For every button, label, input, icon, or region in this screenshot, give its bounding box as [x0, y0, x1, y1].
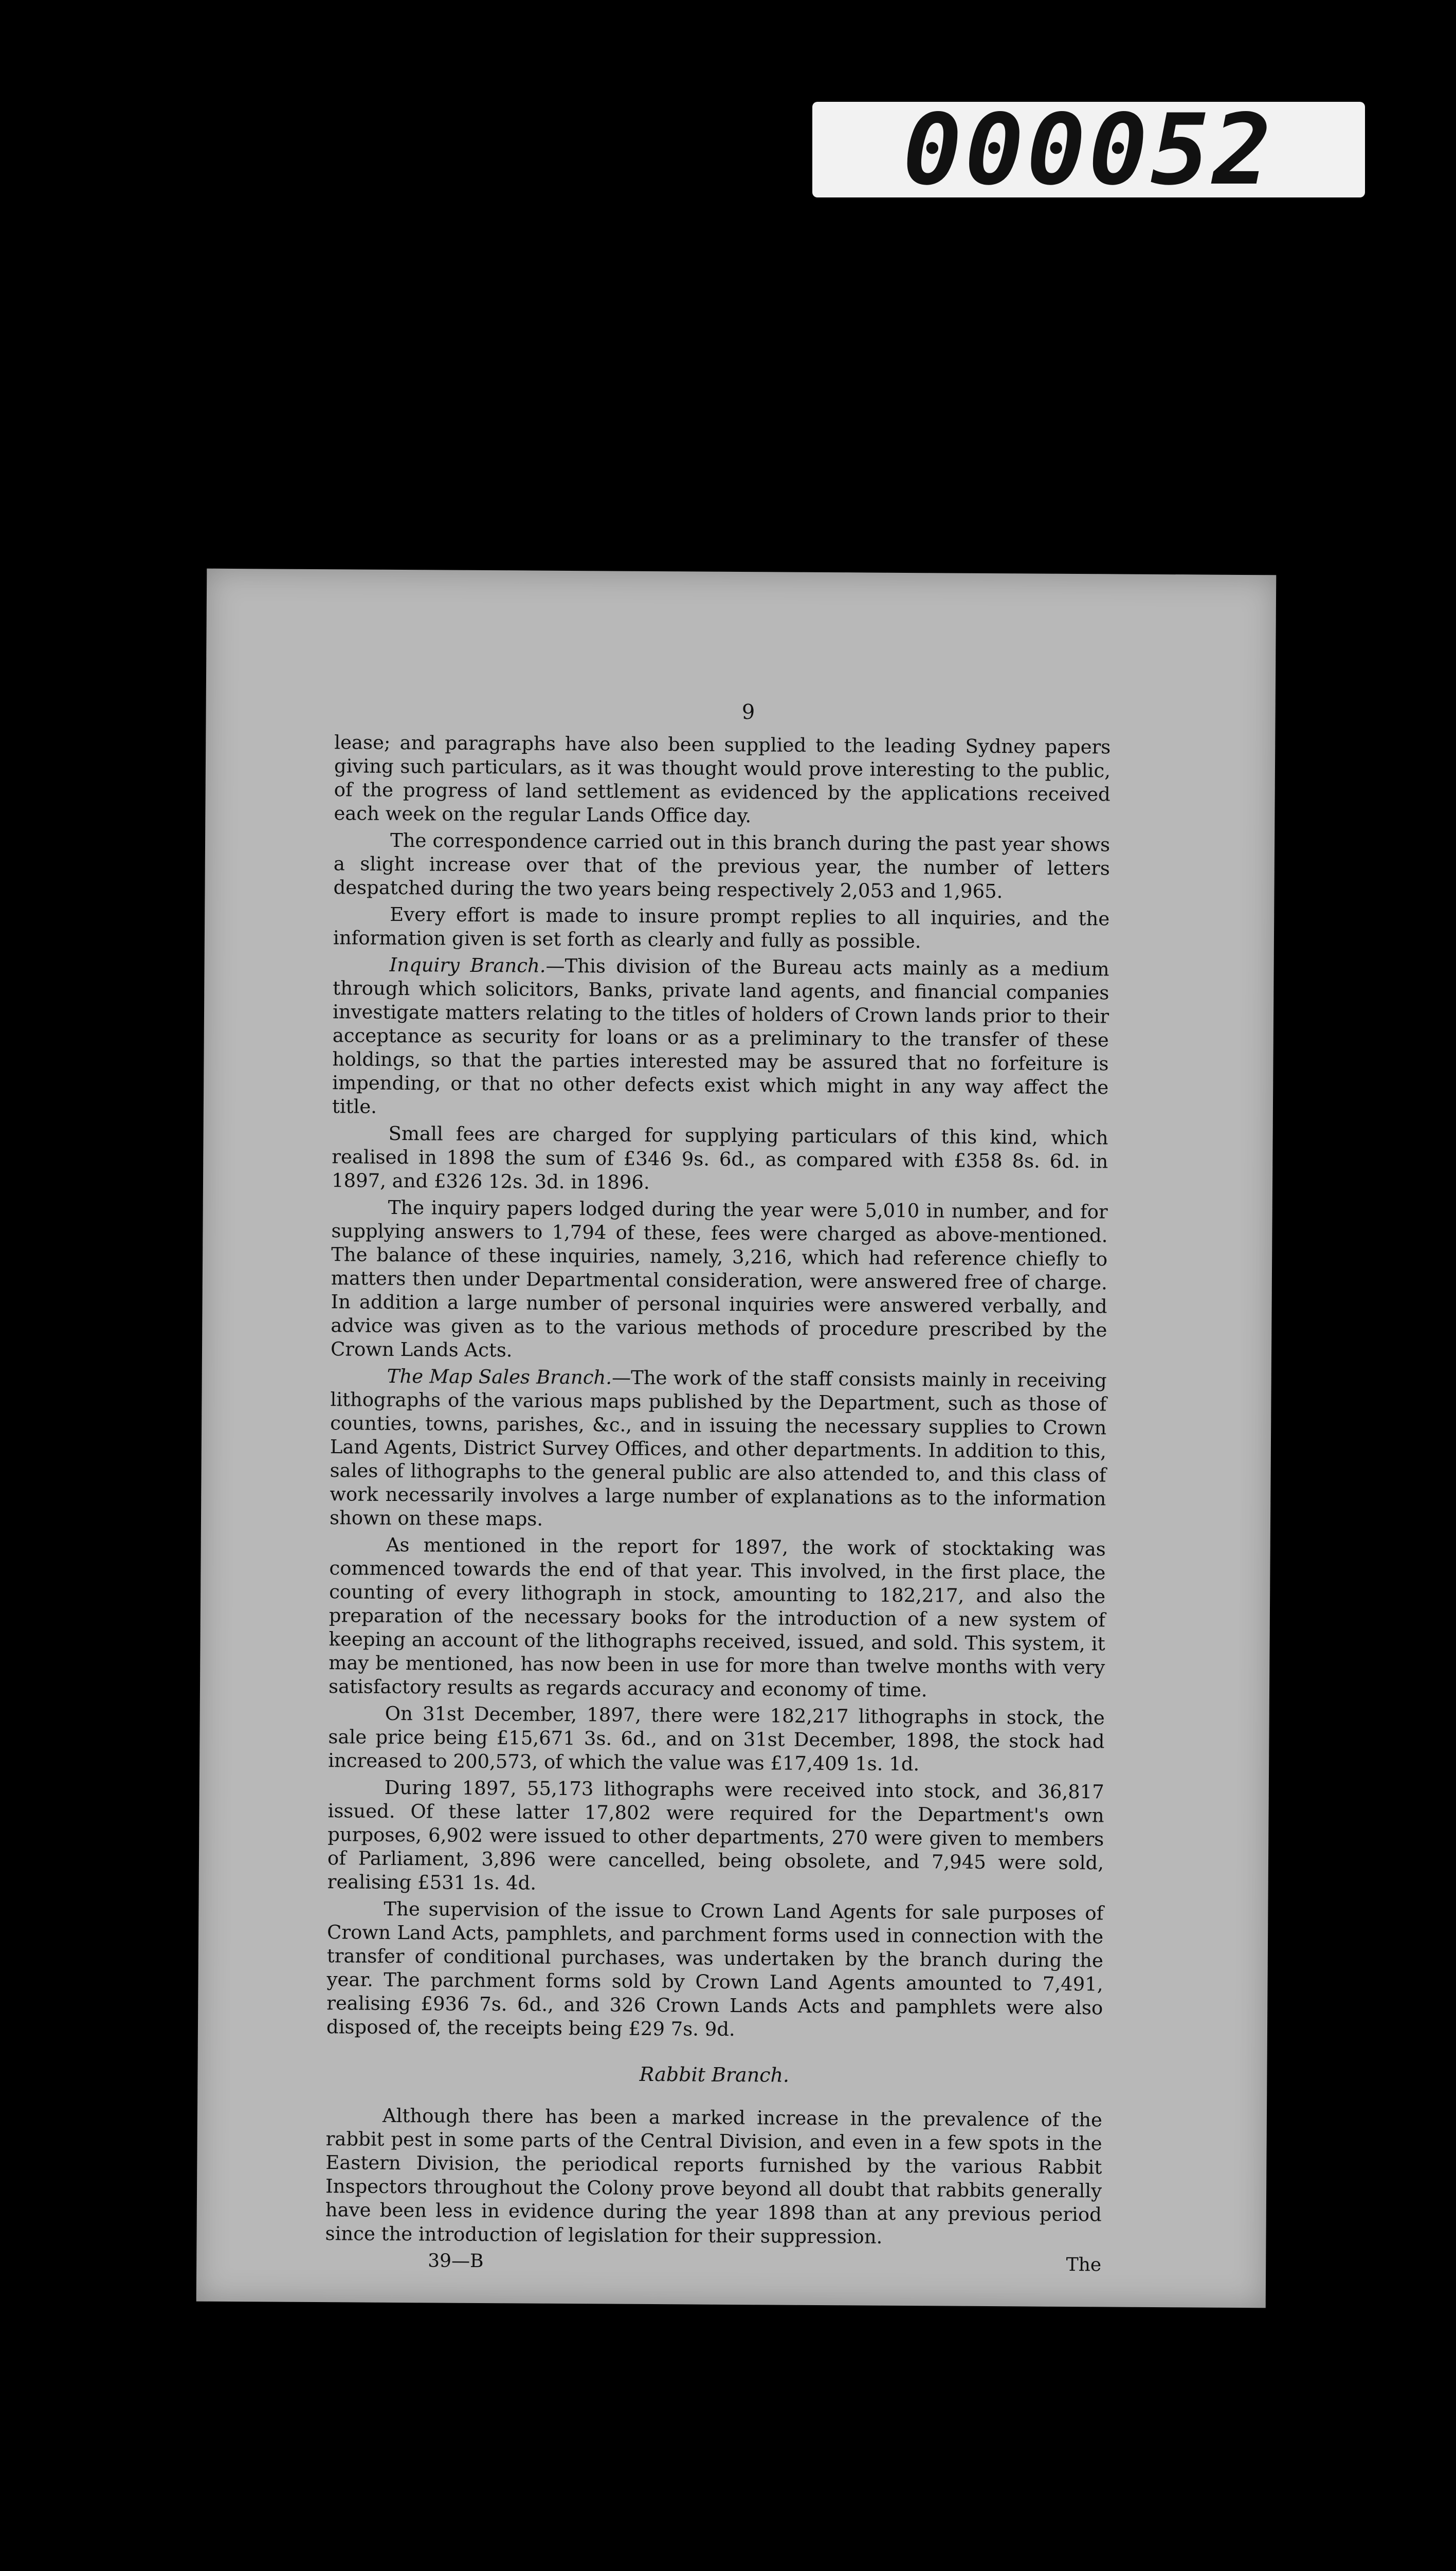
inquiry-branch-paragraph — [332, 953, 1109, 1123]
rabbit-branch-paragraph: Although there has been a marked increase in the prevalence of the rabbit pest in some parts of the Central Division, and even in a few spots in the Eastern Division, the periodical reports furnished by the various Rabbit Inspectors throughout the Colony prove beyond all doubt that rabbits generally have been less in evidence during the year 1898 than at any previous period since the introduction of legislation for their suppression. — [325, 2104, 1103, 2248]
page-text-body — [325, 698, 1111, 2277]
paragraph: On 31st December, 1897, there were 182,217 lithographs in stock, the sale price being £15,671 3s. 6d., and on 31st December, 1898, the stock had increased to 200,573, of which the value was £17,409 1s. 1d. — [328, 1702, 1105, 1776]
inquiry-branch-text: —This division of the Bureau acts mainly as a medium through which solicitors, Banks, private land agents, and financial companies investigate matters relating to the titles of holders of Crown lands prior to their acceptance as security for loans or as a preliminary to the transfer of these holdings, so that the parties interested may be assured that no forfeiture is impending, or that no other defects exist which might in any way affect the title. — [332, 954, 1109, 1118]
map-sales-branch-heading: The Map Sales Branch. — [387, 1365, 612, 1389]
paragraph: Every effort is made to insure prompt replies to all inquiries, and the information given is set forth as clearly and fully as possible. — [333, 903, 1110, 953]
paragraph: The supervision of the issue to Crown Land Agents for sale purposes of Crown Land Acts, pamphlets, and parchment forms used in connection with the transfer of conditional purchases, was undertaken by the branch during the year. The parchment forms sold by Crown Land Agents amounted to 7,491, realising £936 7s. 6d., and 326 Crown Lands Acts and pamphlets were also disposed of, the receipts being £29 7s. 9d. — [326, 1897, 1104, 2041]
paragraph: During 1897, 55,173 lithographs were received into stock, and 36,817 issued. Of these latter 17,802 were required for the Department's own purposes, 6,902 were issued to other departments, 270 were given to members of Parliament, 3,896 were cancelled, being obsolete, and 7,945 were sold, realising £531 1s. 4d. — [327, 1776, 1104, 1894]
printer-signature: 39—B — [428, 2250, 484, 2272]
inquiry-branch-heading: Inquiry Branch. — [389, 953, 546, 977]
paragraph: lease; and paragraphs have also been supplied to the leading Sydney papers giving such particulars, as it was thought would prove interesting to the public, of the progress of land settlement as evidenced by the applications received each week on the regular Lands Office day. — [334, 731, 1111, 827]
map-sales-branch-paragraph — [330, 1364, 1107, 1534]
paragraph: The correspondence carried out in this branch during the past year shows a slight increase over that of the previous year, the number of letters despatched during the two years being respectively 2,053 and 1,965. — [333, 829, 1111, 903]
page-footer — [325, 2249, 1101, 2277]
catchword: The — [1066, 2254, 1102, 2276]
paragraph: The inquiry papers lodged during the year were 5,010 in number, and for supplying answers to 1,794 of these, fees were charged as above-mentioned. The balance of these inquiries, namely, 3,216, which had reference chiefly to matters then under Departmental consideration, were answered free of charge. In addition a large number of personal inquiries were answered verbally, and advice was given as to the various methods of procedure prescribed by the Crown Lands Acts. — [330, 1196, 1108, 1362]
rabbit-branch-heading: Rabbit Branch. — [639, 2062, 790, 2087]
map-sales-branch-text: —The work of the staff consists mainly in receiving lithographs of the various maps published by the Department, such as those of counties, towns, parishes, &c., and in issuing the necessary supplies to Crown Land Agents, District Survey Offices, and other departments. In addition to this, sales of lithographs to the general public are also attended to, and this class of work necessarily involves a large number of explanations as to the information shown on these maps. — [329, 1366, 1107, 1530]
microfilm-frame-number: 000052 — [812, 102, 1365, 197]
paragraph: As mentioned in the report for 1897, the work of stocktaking was commenced towards the end of that year. This involved, in the first place, the counting of every lithograph in stock, amounting to 182,217, and also the preparation of the necessary books for the introduction of a new system of keeping an account of the lithographs received, issued, and sold. This system, it may be mentioned, has now been in use for more than twelve months with very satisfactory results as regards accuracy and economy of time. — [328, 1533, 1106, 1701]
paragraph: Small fees are charged for supplying particulars of this kind, which realised in 1898 the sum of £346 9s. 6d., as compared with £358 8s. 6d. in 1897, and £326 12s. 3d. in 1896. — [331, 1122, 1108, 1193]
page-number: 9 — [741, 700, 755, 725]
document-page — [196, 569, 1277, 2308]
